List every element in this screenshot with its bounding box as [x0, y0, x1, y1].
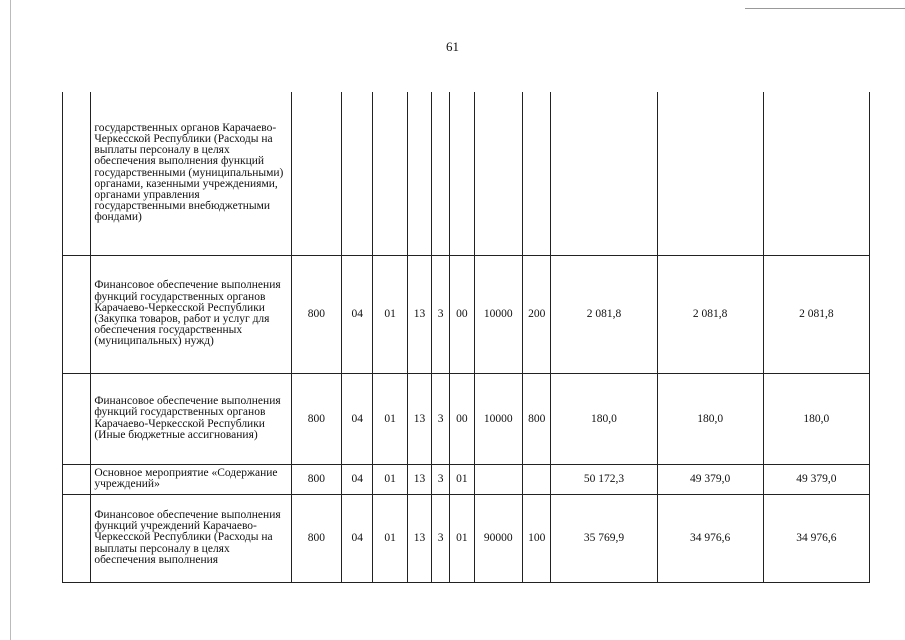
- table-row: [63, 255, 870, 373]
- direction-code-cell: [474, 464, 523, 494]
- event-code-cell: 01: [450, 464, 474, 494]
- program-code-cell: 13: [407, 255, 431, 373]
- amount-cell-3: [763, 92, 869, 255]
- section-code-cell: 04: [342, 373, 373, 464]
- row-stub-cell: [63, 464, 91, 494]
- amount-cell-1: 35 769,9: [551, 494, 657, 582]
- description-cell: Финансовое обеспечение выполнения функций учреждений Карачаево-Черкесской Республики (Расходы на выплаты персоналу в целях обеспечения выполнения: [91, 494, 291, 582]
- ministry-code-cell: [291, 92, 342, 255]
- subprogram-code-cell: 3: [432, 464, 450, 494]
- row-stub-cell: [63, 373, 91, 464]
- table-row: [63, 92, 870, 255]
- description-cell: Финансовое обеспечение выполнения функций государственных органов Карачаево-Черкесской Республики (Иные бюджетные ассигнования): [91, 373, 291, 464]
- table-row: [63, 373, 870, 464]
- description-cell: государственных органов Карачаево-Черкесской Республики (Расходы на выплаты персоналу в целях обеспечения выполнения функций государственными (муниципальными) органами, казенными учреждениями, органами управления государственными внебюджетными фондами): [91, 92, 291, 255]
- ministry-code-cell: 800: [291, 494, 342, 582]
- program-code-cell: 13: [407, 494, 431, 582]
- subprogram-code-cell: [432, 92, 450, 255]
- event-code-cell: 00: [450, 373, 474, 464]
- subprogram-code-cell: 3: [432, 373, 450, 464]
- amount-cell-3: 34 976,6: [763, 494, 869, 582]
- section-code-cell: 04: [342, 494, 373, 582]
- direction-code-cell: 10000: [474, 373, 523, 464]
- amount-cell-2: 34 976,6: [657, 494, 763, 582]
- event-code-cell: 00: [450, 255, 474, 373]
- expense-type-cell: [523, 92, 551, 255]
- program-code-cell: 13: [407, 373, 431, 464]
- direction-code-cell: 10000: [474, 255, 523, 373]
- amount-cell-1: 50 172,3: [551, 464, 657, 494]
- program-code-cell: [407, 92, 431, 255]
- description-cell: Финансовое обеспечение выполнения функций государственных органов Карачаево-Черкесской Республики (Закупка товаров, работ и услуг для обеспечения государственных (муниципальных) нужд): [91, 255, 291, 373]
- amount-cell-2: 180,0: [657, 373, 763, 464]
- ministry-code-cell: 800: [291, 373, 342, 464]
- scan-left-edge: [10, 0, 11, 640]
- subsection-code-cell: 01: [373, 373, 407, 464]
- expense-type-cell: 800: [523, 373, 551, 464]
- scan-top-edge: [745, 8, 905, 9]
- expense-type-cell: [523, 464, 551, 494]
- subsection-code-cell: 01: [373, 464, 407, 494]
- amount-cell-1: [551, 92, 657, 255]
- subsection-code-cell: 01: [373, 255, 407, 373]
- row-stub-cell: [63, 92, 91, 255]
- expense-type-cell: 100: [523, 494, 551, 582]
- budget-table: [62, 92, 870, 583]
- expense-type-cell: 200: [523, 255, 551, 373]
- amount-cell-2: 2 081,8: [657, 255, 763, 373]
- row-stub-cell: [63, 494, 91, 582]
- subsection-code-cell: [373, 92, 407, 255]
- amount-cell-1: 2 081,8: [551, 255, 657, 373]
- amount-cell-3: 49 379,0: [763, 464, 869, 494]
- amount-cell-2: 49 379,0: [657, 464, 763, 494]
- program-code-cell: 13: [407, 464, 431, 494]
- ministry-code-cell: 800: [291, 464, 342, 494]
- amount-cell-3: 180,0: [763, 373, 869, 464]
- amount-cell-2: [657, 92, 763, 255]
- table-row: [63, 464, 870, 494]
- subsection-code-cell: 01: [373, 494, 407, 582]
- event-code-cell: 01: [450, 494, 474, 582]
- amount-cell-1: 180,0: [551, 373, 657, 464]
- direction-code-cell: 90000: [474, 494, 523, 582]
- section-code-cell: 04: [342, 255, 373, 373]
- section-code-cell: 04: [342, 464, 373, 494]
- ministry-code-cell: 800: [291, 255, 342, 373]
- description-cell: Основное мероприятие «Содержание учреждений»: [91, 464, 291, 494]
- direction-code-cell: [474, 92, 523, 255]
- table-row: [63, 494, 870, 582]
- event-code-cell: [450, 92, 474, 255]
- subprogram-code-cell: 3: [432, 494, 450, 582]
- amount-cell-3: 2 081,8: [763, 255, 869, 373]
- page-number: 61: [446, 39, 459, 54]
- section-code-cell: [342, 92, 373, 255]
- subprogram-code-cell: 3: [432, 255, 450, 373]
- row-stub-cell: [63, 255, 91, 373]
